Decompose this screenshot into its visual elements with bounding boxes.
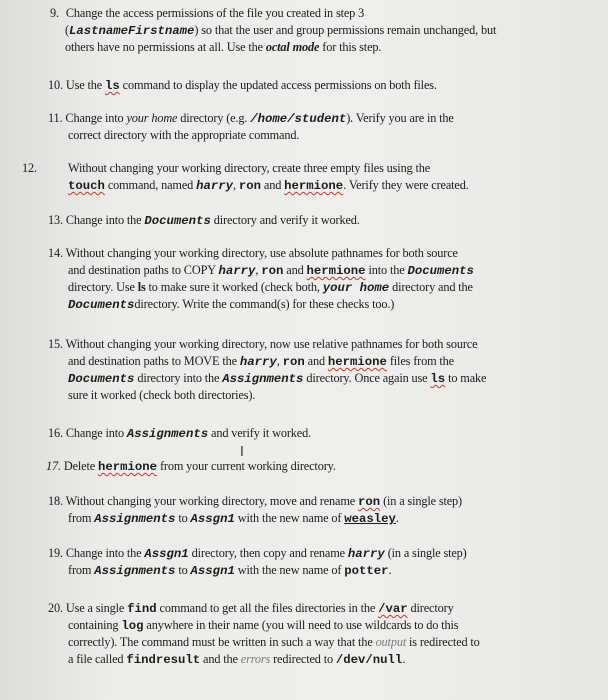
task-9: 9. Change the access permissions of the file you created in step 3 bbox=[50, 6, 365, 20]
task-19: 19. Change into the Assgn1 directory, then copy and rename harry (in a single step) bbox=[48, 546, 467, 561]
task-11-line-2: correct directory with the appropriate command. bbox=[68, 128, 300, 142]
text-cursor-icon: I bbox=[240, 445, 244, 460]
task-16: 16. Change into Assignments and verify it worked. bbox=[48, 426, 311, 441]
task-11: 11. Change into your home directory (e.g. /home/student). Verify you are in the bbox=[48, 111, 454, 126]
task-14-line-4: Documentsdirectory. Write the command(s) for these checks too.) bbox=[68, 297, 395, 312]
task-13: 13. Change into the Documents directory and verify it worked. bbox=[48, 213, 360, 228]
task-20: 20. Use a single find command to get all the files directories in the /var directory bbox=[48, 601, 454, 616]
task-17: 17. Delete hermione from your current working directory. bbox=[46, 459, 336, 474]
task-15-line-4: sure it worked (check both directories). bbox=[68, 388, 256, 402]
task-9-line-3: others have no permissions at all. Use the octal mode for this step. bbox=[65, 40, 382, 54]
task-15-line-2: and destination paths to MOVE the harry, ron and hermione files from the bbox=[68, 354, 454, 369]
task-14: 14. Without changing your working directory, use absolute pathnames for both source bbox=[48, 246, 458, 260]
task-19-line-2: from Assignments to Assgn1 with the new name of potter. bbox=[68, 563, 392, 578]
task-15: 15. Without changing your working directory, now use relative pathnames for both source bbox=[48, 337, 478, 351]
task-14-line-2: and destination paths to COPY harry, ron and hermione into the Documents bbox=[68, 263, 474, 278]
task-12: Without changing your working directory, create three empty files using the bbox=[68, 161, 431, 175]
task-18-line-2: from Assignments to Assgn1 with the new name of weasley. bbox=[68, 511, 399, 526]
task-10: 10. Use the ls command to display the updated access permissions on both files. bbox=[48, 78, 437, 93]
task-12-number: 12. bbox=[22, 161, 37, 175]
task-20-line-4: a file called findresult and the errors redirected to /dev/null. bbox=[68, 652, 406, 667]
task-18: 18. Without changing your working directory, move and rename ron (in a single step) bbox=[48, 494, 462, 509]
task-20-line-2: containing log anywhere in their name (you will need to use wildcards to do this bbox=[68, 618, 459, 633]
task-14-line-3: directory. Use ls to make sure it worked (check both, your home directory and the bbox=[68, 280, 473, 295]
task-20-line-3: correctly). The command must be written in such a way that the output is redirected to bbox=[68, 635, 480, 649]
task-12-line-2: touch command, named harry, ron and hermione. Verify they were created. bbox=[68, 178, 469, 193]
task-9-line-2: (LastnameFirstname) so that the user and group permissions remain unchanged, but bbox=[65, 23, 497, 38]
task-15-line-3: Documents directory into the Assignments directory. Once again use ls to make bbox=[68, 371, 487, 386]
